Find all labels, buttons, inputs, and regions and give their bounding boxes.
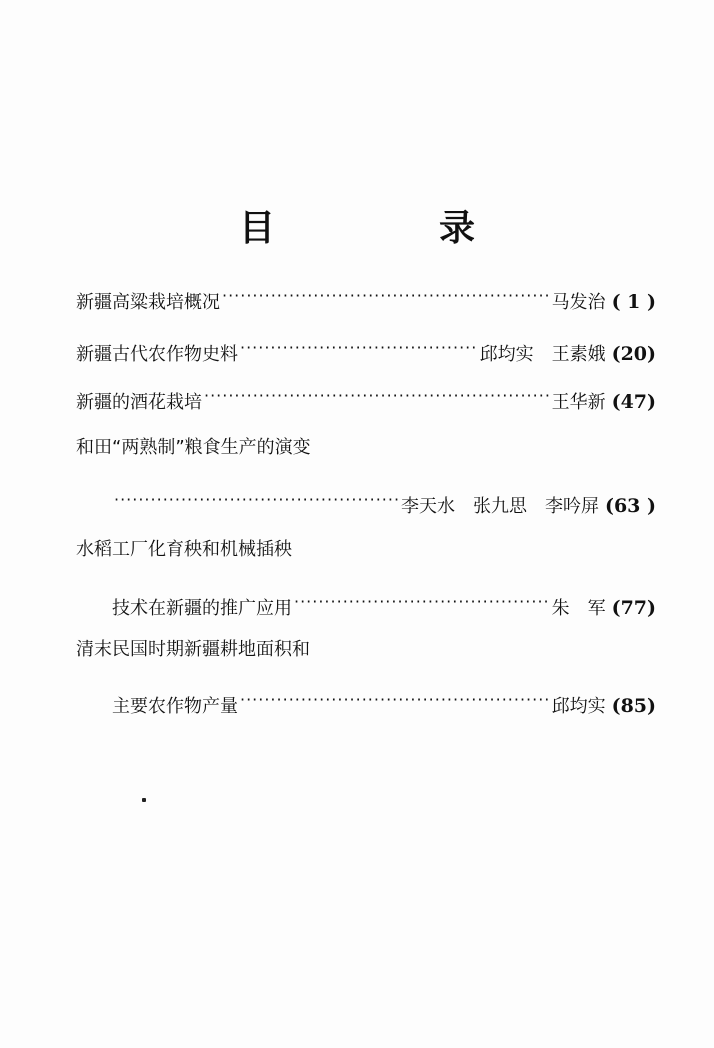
toc-entry[interactable] (76, 284, 656, 315)
entry-page-number: (63 ) (604, 495, 656, 517)
entry-title: 新疆古代农作物史料 (76, 344, 238, 365)
toc-entry-continuation[interactable] (112, 688, 656, 719)
entry-page-number: (85) (611, 695, 656, 717)
ink-speck (142, 798, 146, 802)
entry-title-continuation: 主要农作物产量 (112, 696, 238, 717)
leader-dots (204, 384, 550, 408)
entry-title[interactable]: 水稻工厂化育秧和机械插秧 (76, 539, 292, 560)
toc-entry-continuation[interactable] (112, 488, 656, 519)
toc-entry-continuation[interactable] (112, 590, 656, 621)
leader-dots (240, 336, 478, 360)
entry-author: 邱均实 王素娥 (479, 344, 606, 365)
leader-dots (114, 488, 399, 512)
page-title: 目 录 (238, 208, 539, 249)
leader-dots (240, 688, 550, 712)
entry-title[interactable]: 和田“两熟制”粮食生产的演变 (76, 437, 311, 458)
toc-entry[interactable] (76, 336, 656, 367)
entry-page-number: ( 1 ) (611, 291, 656, 313)
entry-author: 朱 军 (551, 598, 606, 619)
entry-title: 新疆的酒花栽培 (76, 392, 202, 413)
toc-entry[interactable] (76, 384, 656, 415)
entry-title-continuation: 技术在新疆的推广应用 (112, 598, 292, 619)
entry-page-number: (77) (611, 597, 656, 619)
entry-page-number: (20) (611, 343, 656, 365)
entry-author: 李天水 张九思 李吟屏 (400, 496, 599, 517)
entry-author: 王华新 (551, 392, 606, 413)
entry-title[interactable]: 清末民国时期新疆耕地面积和 (76, 639, 310, 660)
entry-title: 新疆高粱栽培概况 (76, 292, 220, 313)
entry-author: 马发治 (551, 292, 606, 313)
entry-page-number: (47) (611, 391, 656, 413)
leader-dots (294, 590, 550, 614)
leader-dots (222, 284, 550, 308)
entry-author: 邱均实 (551, 696, 606, 717)
